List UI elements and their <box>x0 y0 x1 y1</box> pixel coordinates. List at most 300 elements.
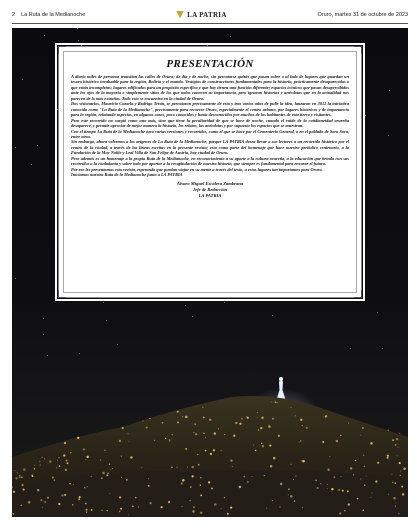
city-light <box>84 487 85 488</box>
city-light <box>44 458 45 459</box>
city-light <box>85 509 87 511</box>
city-light <box>185 448 187 450</box>
city-light <box>302 425 303 426</box>
city-light <box>402 493 404 495</box>
city-light <box>59 465 61 467</box>
city-light <box>272 500 273 501</box>
star <box>44 35 45 36</box>
city-light <box>257 417 258 418</box>
city-light <box>347 490 349 492</box>
star <box>388 135 389 136</box>
city-light <box>141 467 142 468</box>
city-light <box>315 479 317 481</box>
page-header <box>12 8 408 24</box>
city-light <box>52 476 54 478</box>
city-light <box>106 474 108 476</box>
city-light <box>189 500 191 502</box>
city-light <box>392 439 394 441</box>
city-light <box>49 460 51 462</box>
city-light <box>334 476 336 478</box>
city-light <box>86 511 87 512</box>
star <box>382 348 383 349</box>
city-light <box>64 494 66 496</box>
city-light <box>120 508 122 510</box>
city-light <box>403 467 406 470</box>
city-light <box>138 506 139 507</box>
city-light <box>221 450 222 451</box>
city-light <box>272 418 274 420</box>
city-light <box>185 416 188 419</box>
city-light <box>278 435 280 437</box>
city-light <box>83 448 85 450</box>
city-light <box>295 415 296 416</box>
city-light <box>58 503 60 505</box>
panel-content <box>63 51 357 293</box>
city-light <box>191 466 193 468</box>
city-light <box>291 464 292 465</box>
city-light <box>221 508 222 509</box>
city-light <box>177 411 179 413</box>
city-light <box>377 462 379 464</box>
city-light <box>213 449 215 451</box>
city-light <box>121 456 122 457</box>
city-light <box>63 454 65 456</box>
city-light <box>61 494 63 496</box>
star <box>192 316 193 317</box>
star <box>117 344 118 345</box>
city-light <box>34 465 35 466</box>
city-light <box>182 479 185 482</box>
city-light <box>243 476 245 478</box>
presentation-panel <box>58 46 362 298</box>
city-light <box>77 437 79 439</box>
city-light <box>148 485 150 487</box>
star <box>365 115 366 116</box>
city-light <box>19 475 21 477</box>
city-light <box>132 505 134 507</box>
city-light <box>396 503 397 504</box>
city-light <box>205 437 206 438</box>
city-light <box>78 498 80 500</box>
star <box>43 318 44 319</box>
paragraph: Iniciamos nuestra Ruta de la Medianoche junto a LA PATRIA <box>71 172 183 178</box>
city-light <box>327 488 328 489</box>
city-light <box>362 427 364 429</box>
city-light <box>102 472 105 475</box>
city-light <box>54 479 56 481</box>
city-light <box>317 487 319 489</box>
city-light <box>348 503 350 505</box>
city-light <box>13 513 15 515</box>
city-light <box>257 412 258 413</box>
city-light <box>258 429 260 431</box>
city-light <box>171 466 172 467</box>
city-light <box>182 506 183 507</box>
city-light <box>169 439 171 441</box>
city-light <box>200 494 202 496</box>
city-light <box>322 441 324 443</box>
city-light <box>325 415 327 417</box>
city-light <box>119 496 121 498</box>
city-light <box>399 433 400 434</box>
city-light <box>275 401 277 403</box>
star <box>37 145 38 146</box>
city-light <box>224 497 225 498</box>
city-light <box>34 468 36 470</box>
city-light <box>150 502 152 504</box>
city-light <box>122 427 124 429</box>
city-light <box>395 444 397 446</box>
city-light <box>190 486 191 487</box>
city-light <box>86 456 88 458</box>
city-light <box>65 469 67 471</box>
city-light <box>19 477 20 478</box>
city-light <box>362 510 363 511</box>
city-light <box>101 510 102 511</box>
dateline: Oruro, martes 31 de octubre de 2023 <box>317 11 408 18</box>
city-light <box>187 467 188 468</box>
star <box>224 302 225 303</box>
star <box>185 305 186 306</box>
paragraph: Por eso les presentamos esta revista, esperando que puedan viajar en su mente a través del texto, a estos lugares tan importantes para Oruro. <box>71 166 323 172</box>
city-light <box>341 476 342 477</box>
city-light <box>181 482 183 484</box>
section-name: La Ruta de la Medianoche <box>21 11 86 18</box>
city-light <box>294 500 295 501</box>
city-light <box>172 434 174 436</box>
city-light <box>401 486 403 488</box>
city-light <box>23 468 25 470</box>
star <box>103 302 104 303</box>
city-light <box>146 427 148 429</box>
city-light <box>320 483 321 484</box>
city-light <box>126 479 128 481</box>
city-light <box>396 438 398 440</box>
city-light <box>17 472 18 473</box>
city-light <box>42 507 43 508</box>
city-light <box>39 461 40 462</box>
city-light <box>129 441 130 442</box>
city-light <box>290 407 291 408</box>
star <box>272 315 273 316</box>
city-light <box>21 476 23 478</box>
star <box>350 348 351 349</box>
city-light <box>329 456 330 457</box>
city-light <box>100 460 101 461</box>
city-light <box>203 433 205 435</box>
city-light <box>299 442 300 443</box>
city-light <box>247 481 249 483</box>
city-light <box>86 486 87 487</box>
brand-logo-icon <box>176 11 184 19</box>
city-light <box>44 501 45 502</box>
city-light <box>192 510 194 512</box>
city-light <box>327 469 329 471</box>
city-light <box>388 430 389 431</box>
city-light <box>364 466 365 467</box>
city-light <box>214 432 216 434</box>
city-light <box>336 440 339 443</box>
city-light <box>56 468 57 469</box>
city-light <box>203 417 205 419</box>
city-light <box>302 507 303 508</box>
city-light <box>375 480 377 482</box>
star <box>79 353 80 354</box>
city-light <box>364 484 365 485</box>
city-light <box>197 454 198 455</box>
city-light <box>338 489 340 491</box>
city-light <box>177 421 179 423</box>
city-light <box>47 497 49 499</box>
city-light <box>169 441 170 442</box>
city-light <box>208 481 210 483</box>
city-light <box>200 485 201 486</box>
star <box>389 90 390 91</box>
city-light <box>209 419 211 421</box>
city-light <box>340 435 341 436</box>
city-light <box>355 460 357 462</box>
city-light <box>121 477 122 478</box>
city-light <box>255 450 257 452</box>
city-light <box>252 476 253 477</box>
city-light <box>57 460 58 461</box>
star <box>377 312 378 313</box>
star <box>47 355 48 356</box>
city-light <box>176 467 177 468</box>
city-light <box>360 478 361 479</box>
city-light <box>107 510 108 511</box>
star <box>15 147 16 148</box>
city-light <box>360 435 361 436</box>
city-light <box>363 455 364 456</box>
city-light <box>399 462 401 464</box>
newspaper-brand <box>176 11 227 19</box>
city-light <box>264 475 265 476</box>
city-light <box>109 493 110 494</box>
paragraph: Pero además es un homenaje a la propia Ruta de la Medianoche, en reconocimiento a su aporte a la cultura orureña, a la educación que brinda con sus recorridos a la ciudadanía y sobre todo por aportar a la recapitulación de nuestra historia, que siempre es fundamental para encarar el futuro. <box>71 155 349 167</box>
city-light <box>16 477 18 479</box>
city-light <box>353 474 354 475</box>
city-light <box>392 482 393 483</box>
signature-block <box>71 181 349 199</box>
city-light <box>21 505 22 506</box>
city-light <box>218 428 219 429</box>
city-light <box>271 401 272 402</box>
city-light <box>348 423 349 424</box>
city-light <box>400 471 401 472</box>
city-light <box>387 455 389 457</box>
city-light <box>107 472 109 474</box>
city-light <box>269 445 271 447</box>
city-light <box>130 456 132 458</box>
city-light <box>233 435 235 437</box>
city-light <box>195 433 197 435</box>
city-light <box>58 457 59 458</box>
city-light <box>290 495 293 498</box>
city-light <box>202 407 203 408</box>
star <box>77 28 78 29</box>
city-light <box>73 484 74 485</box>
city-light <box>387 457 389 459</box>
paragraph: Pero este recorrido no surgió como uno más, sino que tiene la peculiaridad de que se hace de noche, cuando el ruido de la cotidianeidad orureña desaparece, y permite apreciar de mejor manera la historia, los relatos, las anécdotas y por supuesto los espacios que se muestran. <box>71 117 349 129</box>
star <box>15 278 16 279</box>
city-light <box>339 512 341 514</box>
city-light <box>227 513 229 515</box>
city-light <box>342 490 344 492</box>
city-light <box>224 434 225 435</box>
city-light <box>366 476 367 477</box>
city-light <box>344 510 346 512</box>
city-light <box>21 484 23 486</box>
city-light <box>232 466 233 467</box>
city-light <box>142 421 143 422</box>
paragraph: A diario miles de personas transitan las calles de Oruro; de día y de noche, sin percatarse quizás que pasan sobre o al lado de lugares que guardan un tesoro histórico invaluable para la región, Bolivia y el mundo. Vestigios de construcciones fundamentales para la historia, prácticamente desaparecidas o que están incompletas; lugares edificados para un propósito específico y que hoy tienen una función diferente; espacios icónicos que pasan desapercibidos ante los ojos de la mayoría o simplemente sitios de los que todos conocen su importancia, pero ignoran historias y anécdotas que en la actualidad nos parecen de lo más extrañas. Todo esto se encuentra en la ciudad de Oruro. <box>71 74 349 101</box>
city-light <box>394 482 396 484</box>
page-number: 2 <box>12 11 16 18</box>
city-light <box>388 494 389 495</box>
signature-outlet: LA PATRIA <box>198 192 222 198</box>
city-light <box>288 494 289 495</box>
city-light <box>91 509 93 511</box>
city-light <box>161 506 163 508</box>
city-light <box>64 442 66 444</box>
city-light <box>205 450 207 452</box>
city-light <box>268 425 271 428</box>
star <box>31 164 32 165</box>
city-light <box>67 462 69 464</box>
city-light <box>210 453 212 455</box>
city-light <box>288 488 290 490</box>
city-light <box>331 488 333 490</box>
city-light <box>261 417 263 419</box>
city-light <box>13 491 15 493</box>
city-light <box>270 465 272 467</box>
city-light <box>279 507 280 508</box>
city-light <box>214 503 217 506</box>
paragraph: Dos visionarios, Mauricio Cazorla y Rodrigo Terán, se percataron precisamente de esto y tras varios años de pulir la idea, lanzaron en 2012 la iniciativa conocida como "La Ruta de la Medianoche", precisamente para recorrer Oruro, especialmente el centro urbano, por lugares históricos y de importancia para la región, relatando aspectos, en algunos casos, poco conocidos y hasta desconocidos por muchos de los habitantes de esta tierra y visitantes. <box>71 101 349 118</box>
panel-title: PRESENTACIÓN <box>166 58 254 70</box>
brand-name: LA PATRIA <box>187 10 227 19</box>
city-light <box>246 416 247 417</box>
city-light <box>37 489 39 491</box>
city-light <box>241 418 243 420</box>
city-light <box>28 501 31 504</box>
city-light <box>397 455 398 456</box>
city-light <box>193 432 194 433</box>
hillside-city-lights <box>12 367 408 517</box>
city-light <box>280 483 282 485</box>
city-light <box>300 440 301 441</box>
city-light <box>40 499 42 501</box>
city-light <box>211 487 213 489</box>
city-light <box>162 422 164 424</box>
city-light <box>104 449 105 450</box>
city-light <box>398 513 399 514</box>
city-light <box>72 504 74 506</box>
city-light <box>350 467 352 469</box>
city-light <box>273 457 275 459</box>
city-light <box>370 442 372 444</box>
city-light <box>182 416 183 417</box>
city-light <box>302 460 305 463</box>
panel-body <box>71 74 349 178</box>
city-light <box>85 459 86 460</box>
city-light <box>194 423 196 425</box>
signature-role: Jefe de Redacción <box>192 186 228 192</box>
city-light <box>168 501 170 503</box>
city-light <box>85 503 87 505</box>
city-light <box>357 498 358 499</box>
city-light <box>109 464 110 465</box>
city-light <box>193 506 195 508</box>
city-light <box>135 497 137 499</box>
star <box>22 79 23 80</box>
city-light <box>370 497 371 498</box>
city-light <box>154 440 155 441</box>
city-light <box>165 438 166 439</box>
city-light <box>148 478 149 479</box>
city-light <box>392 474 393 475</box>
signature-name: Álvaro Miguel Escalera Zambrana <box>176 180 244 186</box>
city-light <box>276 402 277 403</box>
city-light <box>397 447 398 448</box>
city-light <box>192 475 194 477</box>
city-light <box>266 508 267 509</box>
city-light <box>119 440 121 442</box>
city-light <box>230 507 232 509</box>
city-light <box>327 484 328 485</box>
city-light <box>200 477 202 479</box>
paragraph: Sin embargo, ahora volvemos a los orígenes de La Ruta de la Medianoche, porque LA PATRIA desea llevar a sus lectores a un recorrido histórico por el centro de la ciudad, a través de las líneas escritas en la presente revista; esto como parte del homenaje que hace nuestro periódico centenario, a la Fundación de la Muy Noble y Leal Villa de San Felipe de Austria, hoy ciudad de Oruro. <box>71 139 349 156</box>
city-light <box>101 477 103 479</box>
city-light <box>293 479 294 480</box>
city-light <box>400 475 401 476</box>
city-light <box>261 443 262 444</box>
city-light <box>70 452 71 453</box>
header-left <box>12 12 85 18</box>
city-light <box>260 427 262 429</box>
city-light <box>239 486 241 488</box>
city-light <box>69 483 71 485</box>
city-light <box>110 469 111 470</box>
star <box>230 36 231 37</box>
city-light <box>40 465 41 466</box>
city-light <box>127 433 128 434</box>
city-light <box>239 423 241 425</box>
city-light <box>235 422 237 424</box>
city-light <box>295 475 296 476</box>
city-light <box>128 514 129 515</box>
city-light <box>91 476 92 477</box>
city-light <box>119 511 121 513</box>
city-light <box>230 460 232 462</box>
city-light <box>395 505 396 506</box>
city-light <box>253 445 254 446</box>
city-light <box>393 497 395 499</box>
city-light <box>112 468 113 469</box>
city-light <box>42 457 43 458</box>
city-light <box>65 460 67 462</box>
city-light <box>200 512 202 514</box>
city-light <box>23 489 25 491</box>
paragraph: Con el tiempo La Ruta de la Medianoche tuvo varias versiones y recorridos, como el que se hace por el Cementerio General, o en el poblado de Sora Sora, entre otros. <box>71 128 349 139</box>
city-light <box>306 427 308 429</box>
star <box>106 320 107 321</box>
city-light <box>262 445 264 447</box>
city-light <box>300 419 302 421</box>
city-light <box>198 464 200 466</box>
city-light <box>14 470 15 471</box>
